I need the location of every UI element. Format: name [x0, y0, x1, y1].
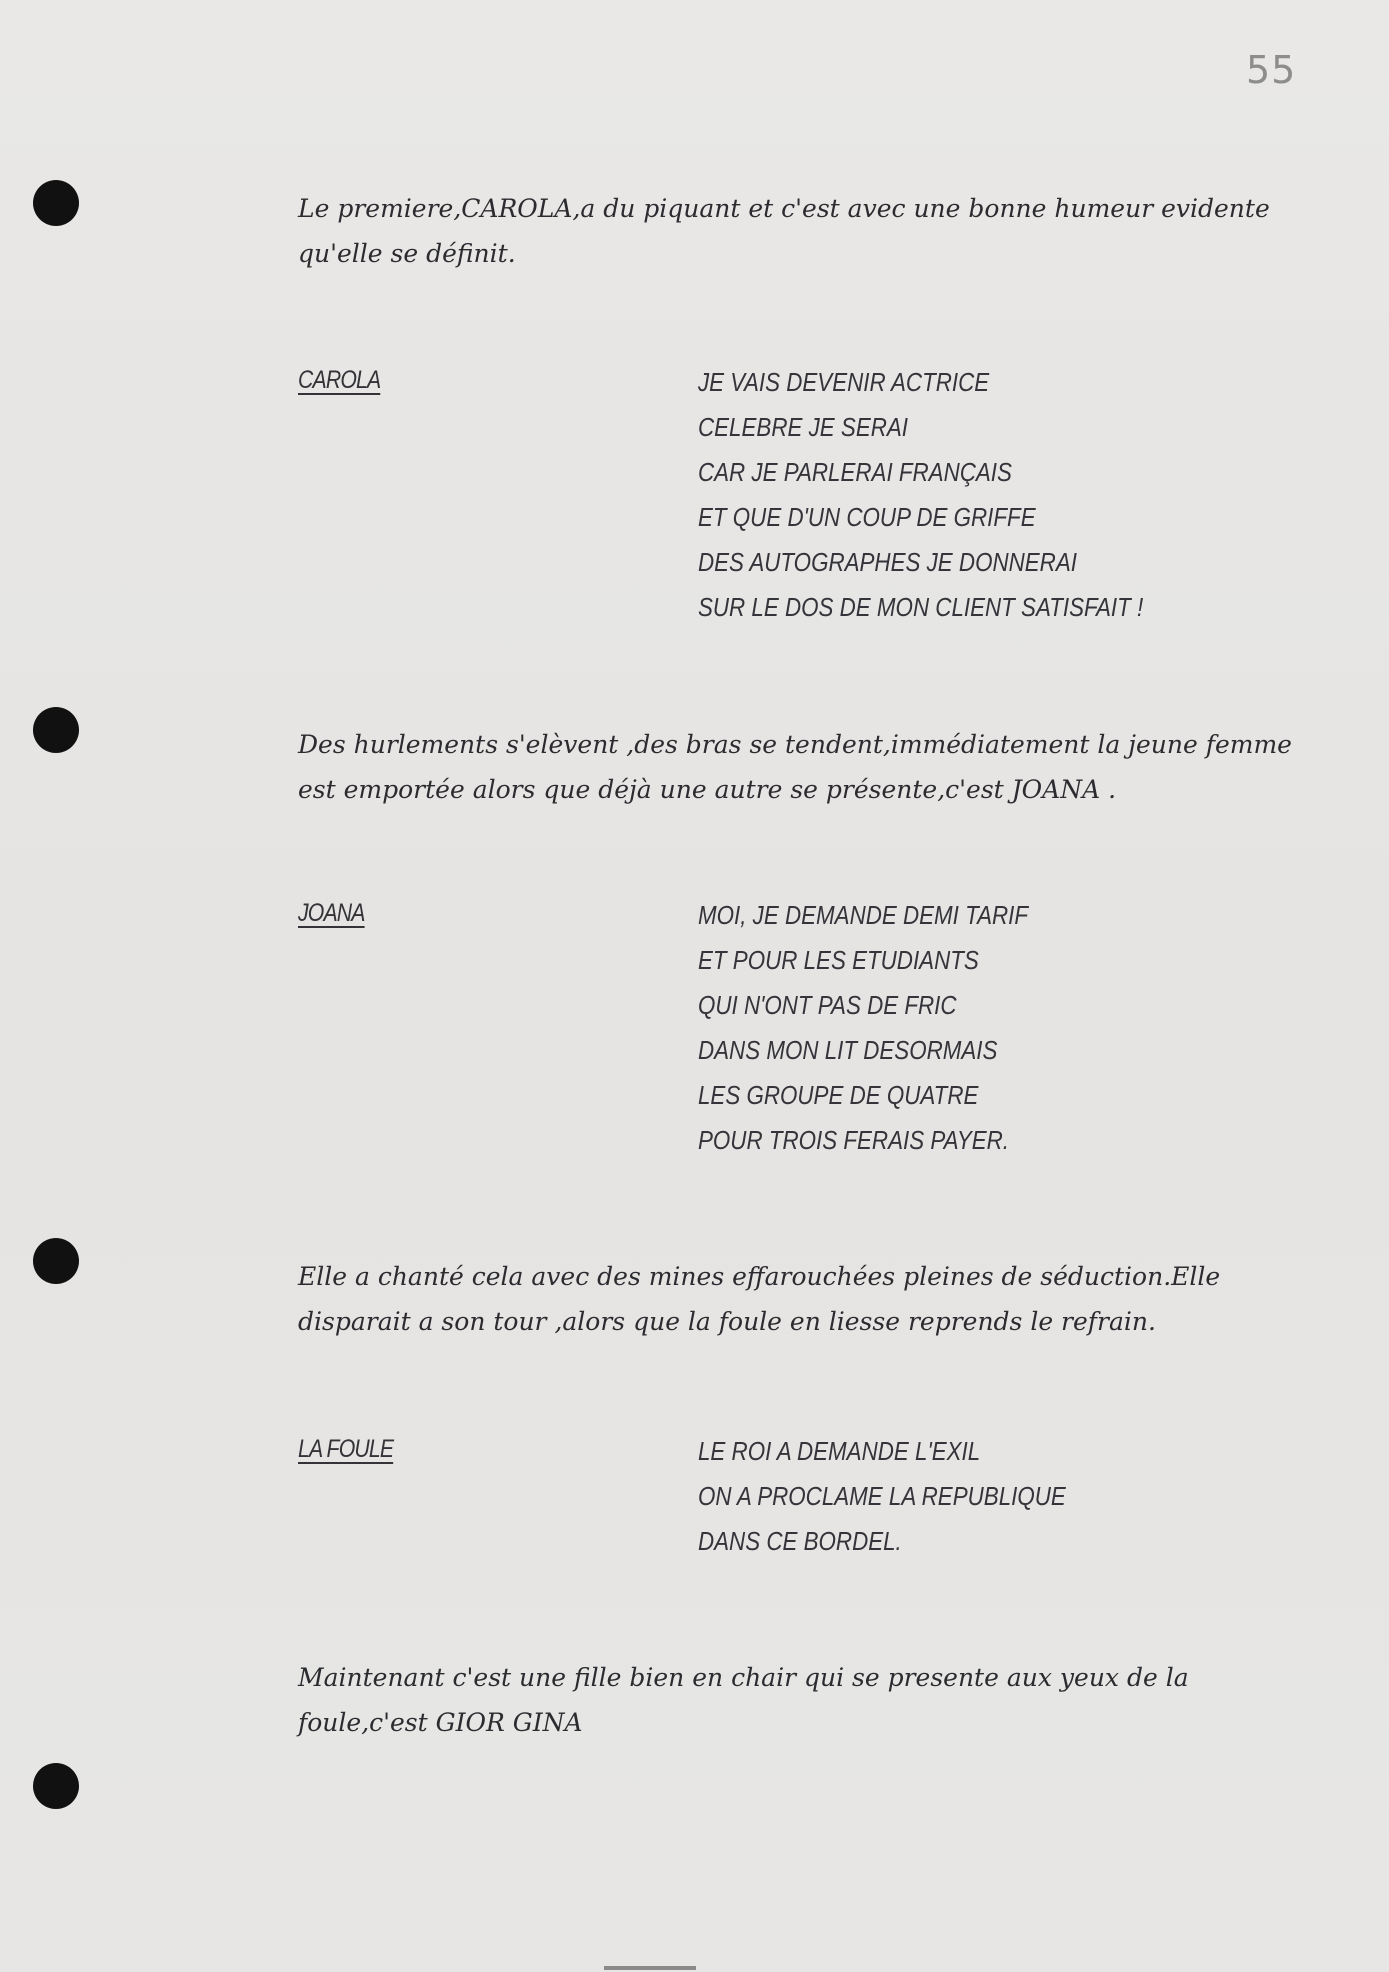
- page-number: 55: [1246, 48, 1297, 92]
- verse-line: CAR JE PARLERAI FRANÇAIS: [698, 457, 1012, 487]
- page-edge-mark: [604, 1966, 696, 1970]
- narration-paragraph: Des hurlements s'elèvent ,des bras se tendent,immédiatement la jeune femme est emportée alors que déjà une autre se présente,c'est JOANA .: [298, 730, 1292, 804]
- punch-hole: [33, 180, 79, 226]
- verse-line: DANS MON LIT DESORMAIS: [698, 1035, 998, 1065]
- verse-line: ET QUE D'UN COUP DE GRIFFE: [698, 502, 1036, 532]
- narration-paragraph: Maintenant c'est une fille bien en chair qui se presente aux yeux de la foule,c'est GIOR GINA: [298, 1663, 1189, 1737]
- verse-line: LES GROUPE DE QUATRE: [698, 1080, 979, 1110]
- verse-line: ON A PROCLAME LA REPUBLIQUE: [698, 1481, 1066, 1511]
- song-verse: [698, 893, 1028, 1163]
- song-verse: [698, 360, 1143, 630]
- narration-paragraph: Le premiere,CAROLA,a du piquant et c'est avec une bonne humeur evidente qu'elle se définit.: [298, 194, 1270, 268]
- speaker-name: LA FOULE: [298, 1435, 394, 1463]
- punch-hole: [33, 707, 79, 753]
- speaker-name: JOANA: [298, 899, 365, 927]
- verse-line: SUR LE DOS DE MON CLIENT SATISFAIT !: [698, 592, 1144, 622]
- punch-hole: [33, 1763, 79, 1809]
- verse-line: LE ROI A DEMANDE L'EXIL: [698, 1436, 981, 1466]
- verse-line: POUR TROIS FERAIS PAYER.: [698, 1125, 1010, 1155]
- verse-line: DES AUTOGRAPHES JE DONNERAI: [698, 547, 1077, 577]
- speaker-name: CAROLA: [298, 366, 381, 394]
- verse-line: QUI N'ONT PAS DE FRIC: [698, 990, 957, 1020]
- verse-line: CELEBRE JE SERAI: [698, 412, 909, 442]
- verse-line: JE VAIS DEVENIR ACTRICE: [698, 367, 990, 397]
- narration-paragraph: Elle a chanté cela avec des mines effarouchées pleines de séduction.Elle disparait a son tour ,alors que la foule en liesse reprends le refrain.: [298, 1262, 1221, 1336]
- verse-line: DANS CE BORDEL.: [698, 1526, 902, 1556]
- song-verse: [698, 1429, 1066, 1564]
- verse-line: ET POUR LES ETUDIANTS: [698, 945, 979, 975]
- punch-hole: [33, 1238, 79, 1284]
- verse-line: MOI, JE DEMANDE DEMI TARIF: [698, 900, 1029, 930]
